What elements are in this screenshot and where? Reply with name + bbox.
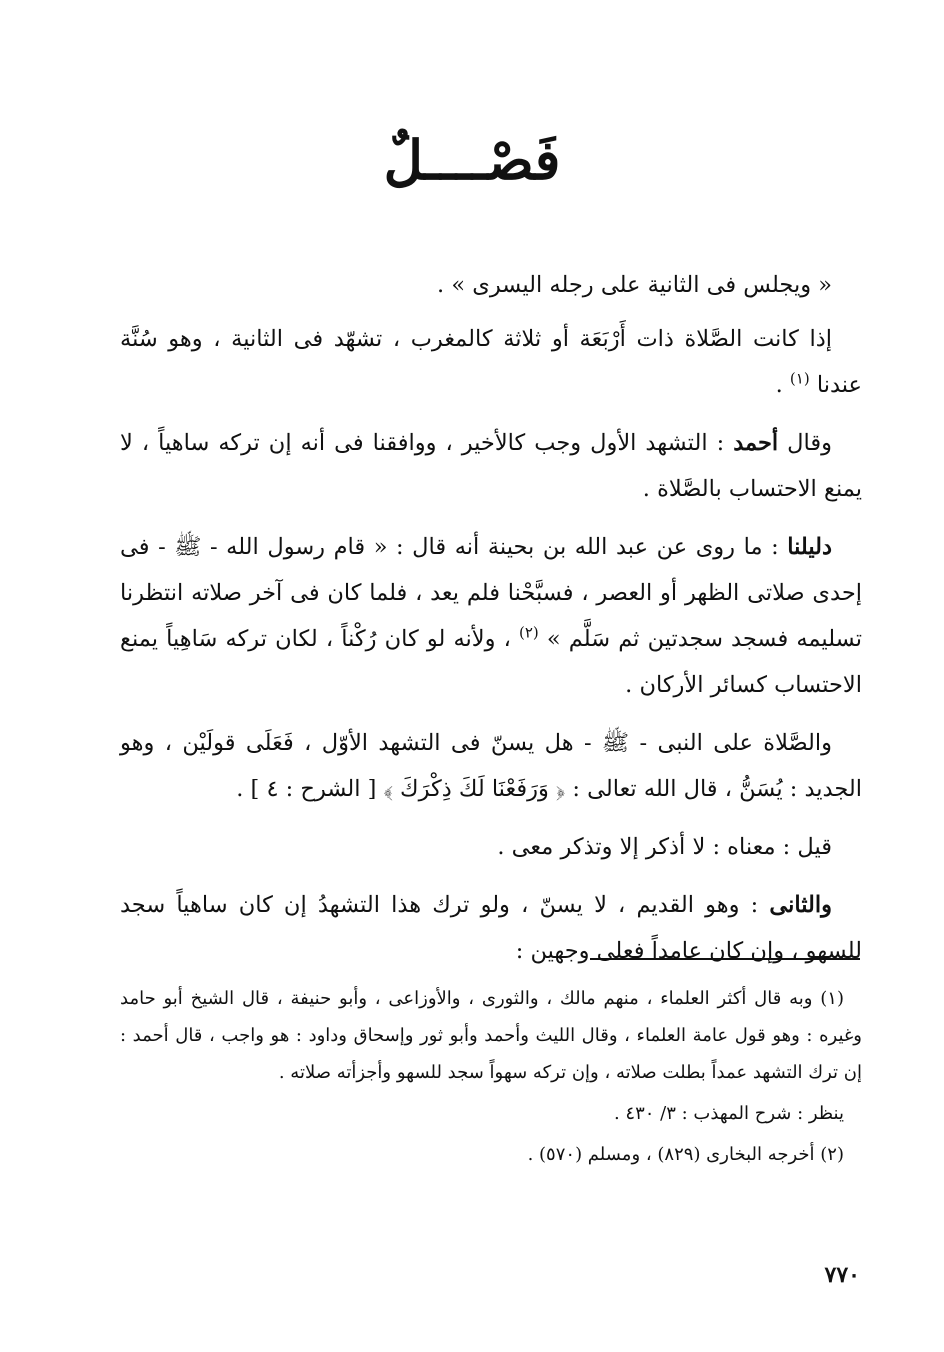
section-title: فَصْــــلٌ: [383, 128, 561, 192]
footnotes: [120, 980, 862, 1177]
paragraph-4-text: : ما روى عن عبد الله بن بحينة أنه قال : « قام رسول الله - ﷺ - فى إحدى صلاتى الظهر أو العصر ، فسبَّحْنا فلم يعد ، فلما كان فى آخر صلاته انتظرنا تسليمه فسجد سجدتين ثم سَلَّم »: [120, 534, 862, 652]
paragraph-4: [120, 524, 862, 708]
paragraph-3: [120, 420, 862, 512]
footnote-1: (١) وبه قال أكثر العلماء ، منهم مالك ، والثورى ، والأوزاعى ، وأبو حنيفة ، قال الشيخ أبو حامد وغيره : وهو قول عامة العلماء ، وقال الليث وأحمد وأبو ثور وإسحاق وداود : هو واجب ، قال أحمد : إن ترك التشهد عمداً بطلت صلاته ، وإن تركه سهواً سجد للسهو وأجزأته صلاته .: [120, 988, 862, 1083]
footnote-1-source: ينظر : شرح المهذب : ٣/ ٤٣٠ .: [613, 1103, 844, 1124]
paragraph-4-end: ، ولأنه لو كان رُكْناً ، لكان تركه سَاهِياً يمنع الاحتساب كسائر الأركان .: [120, 626, 862, 698]
paragraph-3-lead: وقال: [778, 430, 833, 456]
paragraph-2-text: إذا كانت الصَّلاة ذات أَرْبَعَة أو ثلاثة كالمغرب ، تشهّد فى الثانية ، وهو سُنَّة عندنا: [120, 326, 862, 398]
footnote-ref-1[interactable]: (١): [789, 369, 810, 388]
paragraph-7: [120, 882, 862, 974]
paragraph-2-end: .: [775, 372, 790, 398]
paragraph-7-lead: والثانى: [769, 892, 832, 918]
paragraph-5: والصَّلاة على النبى - ﷺ - هل يسنّ فى التشهد الأوّل ، فَعَلَى قولَيْن ، وهو الجديد : يُسَنُّ ، قال الله تعالى : ﴿ وَرَفَعْنَا لَكَ ذِكْرَكَ ﴾ [ الشرح : ٤ ] .: [120, 730, 862, 802]
footnote-2: (٢) أخرجه البخارى (٨٢٩) ، ومسلم (٥٧٠) .: [527, 1144, 844, 1165]
paragraph-2: [120, 316, 862, 408]
footnote-ref-2[interactable]: (٢): [518, 623, 539, 642]
paragraph-3-name: أحمد: [733, 430, 779, 456]
paragraph-3-text: : التشهد الأول وجب كالأخير ، ووافقنا فى أنه إن تركه ساهياً ، لا يمنع الاحتساب بالصَّلاة .: [120, 430, 862, 502]
main-text: [120, 262, 862, 986]
page-number: ٧٧٠: [824, 1262, 860, 1288]
paragraph-7-text: : وهو القديم ، لا يسنّ ، ولو ترك هذا التشهدُ إن كان ساهياً سجد للسهو ، وإن كان عامداً فعلى وجهين :: [120, 892, 862, 964]
paragraph-1: « ويجلس فى الثانية على رجله اليسرى » .: [437, 272, 832, 298]
paragraph-4-lead: دليلنا: [787, 534, 832, 560]
paragraph-6: قيل : معناه : لا أذكر إلا وتذكر معى .: [497, 834, 832, 860]
footnote-divider: [590, 958, 860, 960]
